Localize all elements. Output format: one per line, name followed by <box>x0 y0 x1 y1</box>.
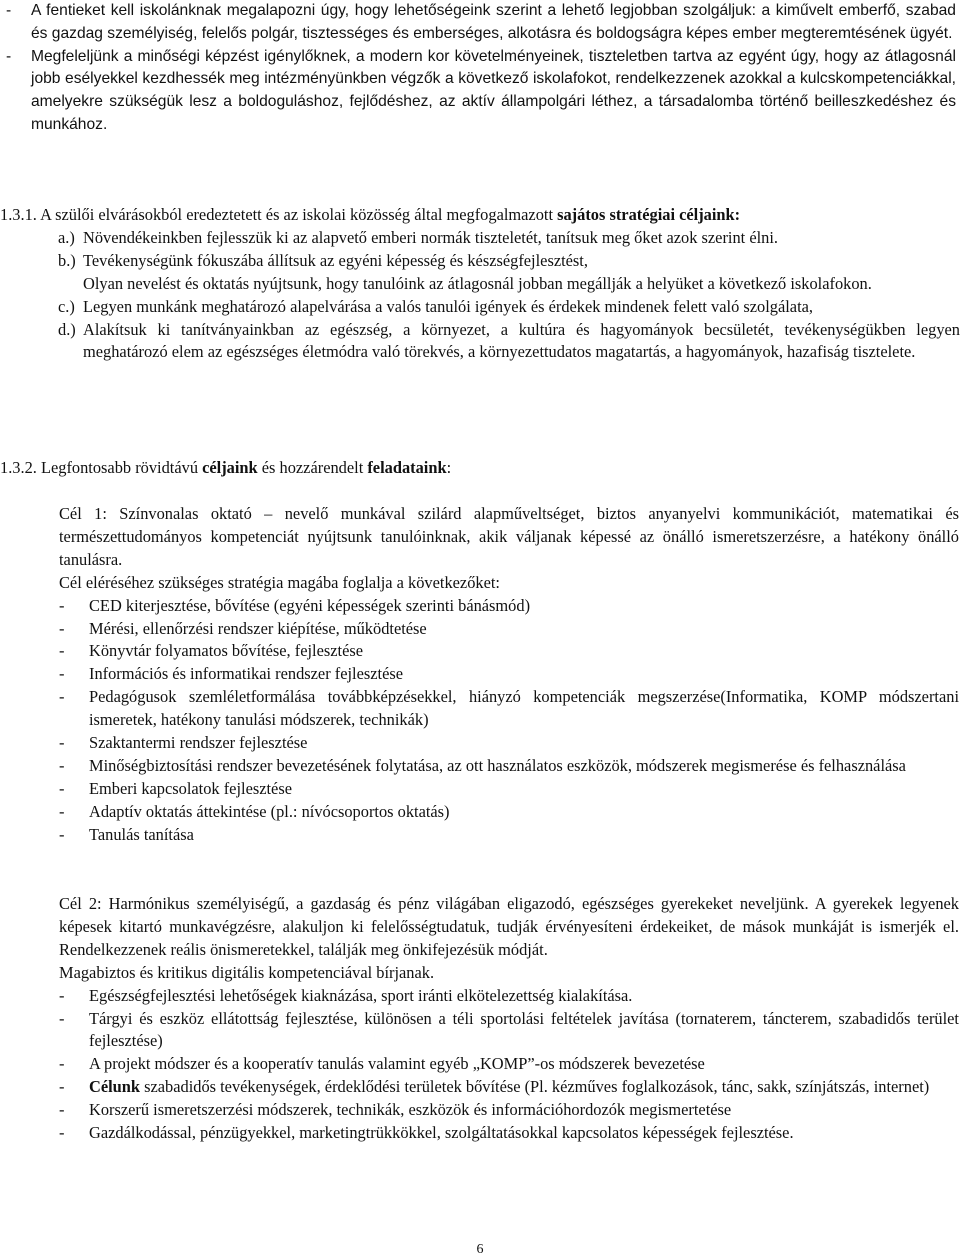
task-text: CED kiterjesztése, bővítése (egyéni képességek szerinti bánásmód) <box>89 595 531 615</box>
task-list-item <box>59 640 959 663</box>
goal-2-task-list <box>59 985 959 1145</box>
item-label: b.) <box>58 250 76 270</box>
bullet-dash: - <box>59 824 65 844</box>
item-label: c.) <box>58 296 75 316</box>
bullet-dash: - <box>59 733 65 753</box>
task-text: szabadidős tevékenységek, érdeklődési területek bővítése (Pl. kézműves foglalkozások, tánc, sakk, színjátszás, internet) <box>140 1077 930 1097</box>
bullet-dash: - <box>59 1054 65 1074</box>
goal-2-block <box>59 893 959 1145</box>
goal-2-intro: Cél 2: Harmónikus személyiségű, a gazdaság és pénz világában eligazodó, egészséges gyerekeket neveljünk. A gyerekek legyenek képesek kitartó munkavégzésre, alakuljon ki felelősségtudatuk, tudják érvényesíteni érdekeiket, de mások munkáját is ismerjék el. Rendelkezzenek reális önismeretekkel, találják meg önkifejezésük módját. <box>59 894 959 959</box>
intro-bullet-1 <box>6 0 956 46</box>
task-list-item <box>59 985 959 1008</box>
task-text: Adaptív oktatás áttekintése (pl.: nívócsoportos oktatás) <box>89 801 450 821</box>
item-label: d.) <box>58 319 76 339</box>
item-text: Alakítsuk ki tanítványainkban az egészség, a környezet, a kultúra és hagyományok becsületét, tevékenységükben legyen meghatározó elem az egészséges életmódra való törekvés, a környezettudatos magatartás, a hagyományok, hazafiság tisztelete. <box>83 319 960 362</box>
task-text: Egészségfejlesztési lehetőségek kiaknázása, sport iránti elkötelezettség kialakítása. <box>89 985 633 1005</box>
task-list-item <box>59 663 959 686</box>
task-list-item <box>59 1053 959 1076</box>
task-text: Könyvtár folyamatos bővítése, fejlesztése <box>89 641 363 661</box>
bullet-dash: - <box>59 755 65 775</box>
goal-item-c <box>0 296 960 319</box>
task-text: Gazdálkodással, pénzügyekkel, marketingtrükkökkel, szolgáltatásokkal kapcsolatos képességek fejlesztése. <box>89 1123 794 1143</box>
heading-text: : <box>446 458 452 477</box>
bullet-dash: - <box>59 618 65 638</box>
intro-bullet-text: A fentieket kell iskolánknak megalapozni úgy, hogy lehetőségeink szerint a lehető legjobban szolgáljuk: a kiművelt emberfő, szabad és gazdag személyiség, felelős polgár, tisztességes és emberséges, alkotásra és boldogságra képes ember megteremtésének ügyét. <box>31 2 956 42</box>
section-1-3-1 <box>0 204 960 364</box>
task-list-item <box>59 595 959 618</box>
task-list-item <box>59 1099 959 1122</box>
task-text: Tanulás tanítása <box>89 824 194 844</box>
bullet-dash: - <box>59 687 65 707</box>
goal-item-a <box>0 227 960 250</box>
item-text: Növendékeinkben fejlesszük ki az alapvető emberi normák tiszteletét, tanítsuk meg őket azok szerint élni. <box>83 227 778 247</box>
heading-text: 1.3.2. Legfontosabb rövidtávú <box>0 458 203 477</box>
bullet-dash: - <box>6 47 12 65</box>
goal-1-strategy: Cél eléréséhez szükséges stratégia magába foglalja a következőket: <box>59 572 500 592</box>
task-text: Mérési, ellenőrzési rendszer kiépítése, működtetése <box>89 618 427 638</box>
task-list-item <box>59 686 959 732</box>
heading-text: és hozzárendelt <box>257 458 368 477</box>
task-list-item <box>59 824 959 847</box>
goal-1-intro: Cél 1: Színvonalas oktató – nevelő munkával szilárd alapműveltséget, biztos anyanyelvi kommunikációt, matematikai és természettudományos kompetenciát nyújtsunk tanulóinknak, akik váljanak képessé az önálló ismeretszerzésre, a hatékony önálló tanulásra. <box>59 504 959 569</box>
task-list-item <box>59 1076 959 1099</box>
task-text: Pedagógusok szemléletformálása továbbképzésekkel, hiányzó kompetenciák megszerzése(Informatika, KOMP módszertani ismeretek, hatékony tanulási módszerek, technikák) <box>89 687 959 730</box>
intro-bullet-2 <box>6 46 956 137</box>
section-heading <box>0 204 960 227</box>
item-text: Tevékenységünk fókuszába állítsuk az egyéni képesség és készségfejlesztést, <box>83 250 588 270</box>
task-text: Minőségbiztosítási rendszer bevezetésének folytatása, az ott használatos eszközök, módszerek megismerése és felhasználása <box>89 755 906 775</box>
bullet-dash: - <box>59 1008 65 1028</box>
task-list-item <box>59 732 959 755</box>
task-text: Információs és informatikai rendszer fejlesztése <box>89 664 404 684</box>
bullet-dash: - <box>59 778 65 798</box>
item-label: a.) <box>58 227 75 247</box>
goal-item-b <box>0 250 960 273</box>
task-list-item <box>59 618 959 641</box>
goal-1-task-list <box>59 595 959 847</box>
heading-bold-text: feladataink <box>367 458 447 477</box>
bullet-dash: - <box>59 595 65 615</box>
task-list-item <box>59 755 959 778</box>
task-list-item <box>59 1008 959 1054</box>
task-list-item <box>59 1122 959 1145</box>
section-1-3-2-heading <box>0 457 960 480</box>
bullet-dash: - <box>59 801 65 821</box>
bullet-dash: - <box>59 1100 65 1120</box>
bullet-dash: - <box>59 985 65 1005</box>
goal-1-block <box>59 503 959 847</box>
goal-item-d <box>0 319 960 365</box>
task-text: Tárgyi és eszköz ellátottság fejlesztése, különösen a téli sportolási feltételek javítása (tornaterem, táncterem, szabadidős terület fejlesztése) <box>89 1008 959 1051</box>
task-bold-text: Célunk <box>89 1077 141 1097</box>
task-text: Emberi kapcsolatok fejlesztése <box>89 778 292 798</box>
page-number: 6 <box>476 1242 484 1257</box>
task-text: A projekt módszer és a kooperatív tanulás valamint egyéb „KOMP”-os módszerek bevezetése <box>89 1054 705 1074</box>
task-text: Szaktantermi rendszer fejlesztése <box>89 733 308 753</box>
bullet-dash: - <box>59 664 65 684</box>
intro-bullet-text: Megfeleljünk a minőségi képzést igénylőknek, a modern kor követelményeinek, tiszteletben tartva az egyént úgy, hogy az átlagosnál jobb esélyekkel kezdhessék meg intézményünkben végzők a következő iskolafokot, rendelkezzenek azokkal a kulcskompetenciákkal, amelyekre szükségük lesz a boldoguláshoz, fejlődéshez, az aktív állampolgári léthez, a társadalomba történő beilleszkedéshez és munkához. <box>31 47 956 133</box>
intro-bullet-list <box>6 0 956 137</box>
heading-bold-text: sajátos stratégiai céljaink: <box>557 205 741 224</box>
heading-bold-text: céljaink <box>202 458 258 477</box>
bullet-dash: - <box>59 1123 65 1143</box>
task-text: Korszerű ismeretszerzési módszerek, technikák, eszközök és információhordozók megismertetése <box>89 1100 732 1120</box>
task-list-item <box>59 778 959 801</box>
task-list-item <box>59 801 959 824</box>
item-text: Legyen munkánk meghatározó alapelvárása a valós tanulói igények és érdekek mindenek felett való szolgálata, <box>83 296 813 316</box>
bullet-dash: - <box>6 2 12 19</box>
goal-item-b-extra: Olyan nevelést és oktatás nyújtsunk, hogy tanulóink az átlagosnál jobban megállják a helyüket a következő iskolafokon. <box>83 273 872 293</box>
goal-2-digital: Magabiztos és kritikus digitális kompetenciával bírjanak. <box>59 962 435 982</box>
bullet-dash: - <box>59 1077 65 1097</box>
heading-text: 1.3.1. A szülői elvárásokból eredeztetett és az iskolai közösség által megfogalmazott <box>0 205 558 224</box>
bullet-dash: - <box>59 641 65 661</box>
